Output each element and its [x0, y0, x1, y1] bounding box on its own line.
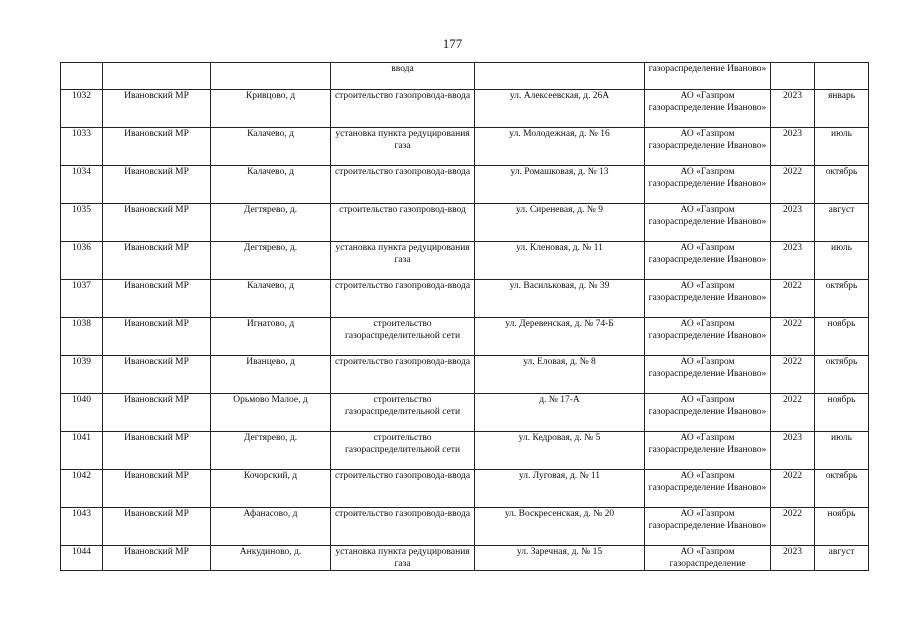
gasification-table: [60, 62, 869, 571]
table-row: [61, 128, 869, 166]
cell-num: 1037: [61, 280, 103, 318]
cell-num: 1032: [61, 90, 103, 128]
cell-settlement: Дегтярево, д.: [211, 432, 331, 470]
table-row: [61, 508, 869, 546]
cell-year: 2023: [771, 432, 815, 470]
table-row: [61, 432, 869, 470]
cell-num: 1036: [61, 242, 103, 280]
cell-settlement: Орьмово Малое, д: [211, 394, 331, 432]
cell-district: [103, 63, 211, 90]
cell-month: ноябрь: [815, 318, 869, 356]
cell-work: строительство газопровода-ввода: [331, 280, 475, 318]
cell-settlement: Калачево, д: [211, 128, 331, 166]
cell-org: АО «Газпром газораспределение Иваново»: [645, 90, 771, 128]
cell-district: Ивановский МР: [103, 394, 211, 432]
cell-district: Ивановский МР: [103, 166, 211, 204]
cell-work: установка пункта редуцирования газа: [331, 546, 475, 571]
cell-district: Ивановский МР: [103, 508, 211, 546]
cell-year: 2023: [771, 90, 815, 128]
cell-settlement: Дегтярево, д.: [211, 242, 331, 280]
table-row: [61, 242, 869, 280]
cell-month: июль: [815, 242, 869, 280]
cell-work: строительство газопровода-ввода: [331, 166, 475, 204]
cell-settlement: Кочорский, д: [211, 470, 331, 508]
cell-address: ул. Алексеевская, д. 26А: [475, 90, 645, 128]
cell-work: установка пункта редуцирования газа: [331, 242, 475, 280]
cell-address: ул. Кедровая, д. № 5: [475, 432, 645, 470]
table-row: [61, 546, 869, 571]
table-row: [61, 204, 869, 242]
cell-org: АО «Газпром газораспределение Иваново»: [645, 432, 771, 470]
table-row: [61, 318, 869, 356]
cell-address: ул. Луговая, д. № 11: [475, 470, 645, 508]
cell-district: Ивановский МР: [103, 128, 211, 166]
cell-num: 1040: [61, 394, 103, 432]
cell-district: Ивановский МР: [103, 204, 211, 242]
cell-num: 1042: [61, 470, 103, 508]
cell-district: Ивановский МР: [103, 470, 211, 508]
cell-district: Ивановский МР: [103, 90, 211, 128]
cell-org: газораспределение Иваново»: [645, 63, 771, 90]
cell-work: строительство газораспределительной сети: [331, 432, 475, 470]
cell-settlement: Анкудиново, д.: [211, 546, 331, 571]
cell-work: строительство газопровода-ввода: [331, 90, 475, 128]
page-number: 177: [442, 36, 463, 51]
cell-month: [815, 63, 869, 90]
cell-org: АО «Газпром газораспределение Иваново»: [645, 318, 771, 356]
cell-settlement: Дегтярево, д.: [211, 204, 331, 242]
cell-num: 1041: [61, 432, 103, 470]
cell-district: Ивановский МР: [103, 280, 211, 318]
cell-address: ул. Воскресенская, д. № 20: [475, 508, 645, 546]
cell-settlement: Игнатово, д: [211, 318, 331, 356]
cell-org: АО «Газпром газораспределение Иваново»: [645, 356, 771, 394]
cell-month: ноябрь: [815, 394, 869, 432]
cell-settlement: Калачево, д: [211, 280, 331, 318]
cell-org: АО «Газпром газораспределение Иваново»: [645, 280, 771, 318]
cell-work: строительство газораспределительной сети: [331, 394, 475, 432]
table-row: [61, 394, 869, 432]
cell-month: июль: [815, 432, 869, 470]
cell-month: август: [815, 204, 869, 242]
cell-address: ул. Деревенская, д. № 74-Б: [475, 318, 645, 356]
cell-num: 1044: [61, 546, 103, 571]
table-row: [61, 166, 869, 204]
cell-org: АО «Газпром газораспределение Иваново»: [645, 128, 771, 166]
table-row: [61, 90, 869, 128]
cell-settlement: Афанасово, д: [211, 508, 331, 546]
cell-settlement: Кривцово, д: [211, 90, 331, 128]
table-row: [61, 470, 869, 508]
cell-org: АО «Газпром газораспределение Иваново»: [645, 508, 771, 546]
cell-work: строительство газопровода-ввода: [331, 356, 475, 394]
table-row-continued: [61, 63, 869, 90]
cell-year: 2023: [771, 242, 815, 280]
cell-address: ул. Молодежная, д. № 16: [475, 128, 645, 166]
cell-month: октябрь: [815, 280, 869, 318]
cell-district: Ивановский МР: [103, 432, 211, 470]
cell-settlement: Иванцево, д: [211, 356, 331, 394]
cell-month: октябрь: [815, 470, 869, 508]
cell-settlement: Калачево, д: [211, 166, 331, 204]
cell-year: 2022: [771, 394, 815, 432]
cell-work: ввода: [331, 63, 475, 90]
cell-work: установка пункта редуцирования газа: [331, 128, 475, 166]
cell-settlement: [211, 63, 331, 90]
cell-month: январь: [815, 90, 869, 128]
cell-work: строительство газопровода-ввода: [331, 470, 475, 508]
cell-address: д. № 17-А: [475, 394, 645, 432]
cell-month: ноябрь: [815, 508, 869, 546]
cell-address: [475, 63, 645, 90]
cell-year: 2022: [771, 356, 815, 394]
cell-address: ул. Сиреневая, д. № 9: [475, 204, 645, 242]
cell-address: ул. Еловая, д. № 8: [475, 356, 645, 394]
cell-year: 2022: [771, 166, 815, 204]
cell-num: 1033: [61, 128, 103, 166]
cell-org: АО «Газпром газораспределение Иваново»: [645, 204, 771, 242]
cell-year: 2023: [771, 128, 815, 166]
cell-work: строительство газопровод-ввод: [331, 204, 475, 242]
cell-org: АО «Газпром газораспределение Иваново»: [645, 470, 771, 508]
cell-address: ул. Ромашковая, д. № 13: [475, 166, 645, 204]
cell-month: август: [815, 546, 869, 571]
table-row: [61, 356, 869, 394]
table-row: [61, 280, 869, 318]
cell-address: ул. Заречная, д. № 15: [475, 546, 645, 571]
cell-year: 2022: [771, 508, 815, 546]
cell-year: 2023: [771, 204, 815, 242]
cell-year: 2022: [771, 280, 815, 318]
cell-month: октябрь: [815, 166, 869, 204]
cell-work: строительство газопровода-ввода: [331, 508, 475, 546]
cell-org: АО «Газпром газораспределение Иваново»: [645, 242, 771, 280]
cell-year: 2022: [771, 318, 815, 356]
cell-district: Ивановский МР: [103, 356, 211, 394]
cell-address: ул. Кленовая, д. № 11: [475, 242, 645, 280]
cell-num: 1034: [61, 166, 103, 204]
cell-year: [771, 63, 815, 90]
cell-district: Ивановский МР: [103, 546, 211, 571]
cell-year: 2023: [771, 546, 815, 571]
cell-num: 1038: [61, 318, 103, 356]
cell-month: июль: [815, 128, 869, 166]
cell-num: 1043: [61, 508, 103, 546]
cell-work: строительство газораспределительной сети: [331, 318, 475, 356]
cell-year: 2022: [771, 470, 815, 508]
cell-org: АО «Газпром газораспределение Иваново»: [645, 394, 771, 432]
cell-num: 1035: [61, 204, 103, 242]
cell-org: АО «Газпром газораспределение: [645, 546, 771, 571]
cell-district: Ивановский МР: [103, 242, 211, 280]
cell-address: ул. Васильковая, д. № 39: [475, 280, 645, 318]
cell-num: 1039: [61, 356, 103, 394]
cell-month: октябрь: [815, 356, 869, 394]
cell-num: [61, 63, 103, 90]
cell-org: АО «Газпром газораспределение Иваново»: [645, 166, 771, 204]
cell-district: Ивановский МР: [103, 318, 211, 356]
